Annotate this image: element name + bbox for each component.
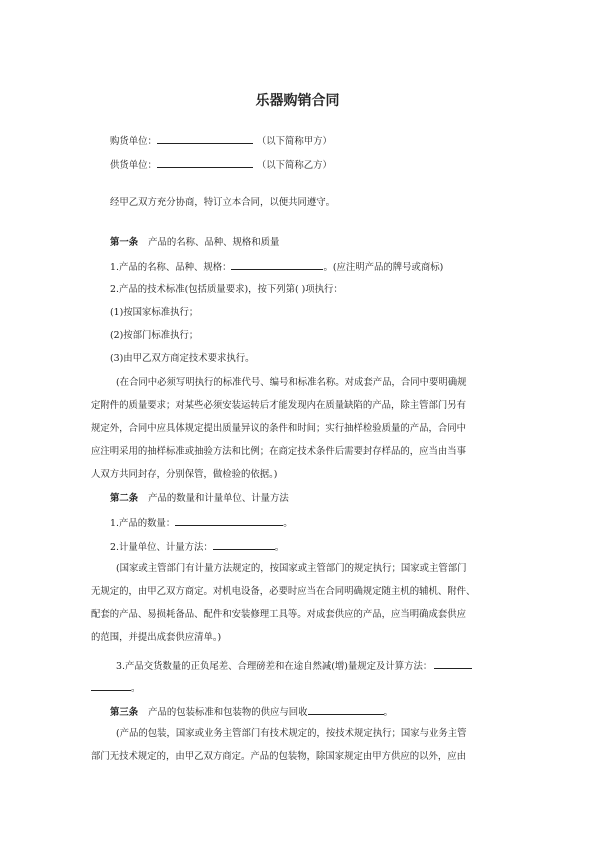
seller-label: 供货单位： [110, 160, 157, 171]
article1-option2: (2)按部门标准执行； [110, 330, 199, 341]
period: 。 [274, 542, 285, 553]
seller-blank[interactable] [157, 157, 253, 168]
article2-number: 第二条 [110, 493, 139, 504]
article1-note-line: 定附件的质量要求；对某些必须安装运转后才能发现内在质量缺陷的产品，除主管部门另有 [91, 400, 467, 411]
article1-item2: 2.产品的技术标准(包括质量要求)，按下列第( )项执行： [110, 284, 343, 295]
article2-note-line: 配套的产品、易损耗备品、配件和安装修理工具等。对成套供应的产品，应当明确成套供应 [91, 609, 467, 620]
article1-heading-line [110, 236, 279, 250]
product-name-blank[interactable] [231, 259, 323, 270]
article1-option3: (3)由甲乙双方商定技术要求执行。 [110, 353, 255, 364]
article1-number: 第一条 [110, 237, 139, 248]
article2-title: 产品的数量和计量单位、计量方法 [148, 493, 289, 504]
article2-note-line: 无规定的，由甲乙双方商定。对机电设备，必要时应当在合同明确规定随主机的辅机、附件、 [91, 586, 476, 597]
buyer-label: 购货单位： [110, 136, 157, 147]
article2-item2 [110, 539, 284, 555]
article3-number: 第三条 [110, 707, 139, 718]
article1-note-line: (在合同中必须写明执行的标准代号、编号和标准名称。对成套产品，合同中要明确规 [116, 377, 467, 388]
article3-title: 产品的包装标准和包装物的供应与回收 [148, 707, 308, 718]
buyer-blank[interactable] [157, 133, 253, 144]
article3-note-line: 部门无技术规定的，由甲乙双方商定。产品的包装物，除国家规定由甲方供应的以外，应由 [91, 751, 467, 762]
article2-item1-label: 1.产品的数量： [110, 518, 176, 529]
article2-item3-cont [91, 680, 140, 696]
measure-method-blank[interactable] [213, 539, 275, 550]
tolerance-blank-a[interactable] [434, 658, 472, 669]
seller-line [110, 157, 332, 173]
article2-note-line: 的范围，并提出成套供应清单。) [91, 632, 222, 643]
period: 。 [383, 707, 393, 718]
document-title: 乐器购销合同 [255, 93, 340, 109]
buyer-line [110, 133, 332, 149]
tolerance-blank-b[interactable] [91, 680, 131, 691]
article1-title: 产品的名称、品种、规格和质量 [148, 237, 280, 248]
article1-note-line: 应注明采用的抽样标准或抽验方法和比例；在商定技术条件后需要封存样品的，应当由当事 [91, 446, 467, 457]
article1-item1 [110, 259, 443, 275]
period: 。 [131, 683, 141, 694]
article1-option1: (1)按国家标准执行； [110, 307, 199, 318]
packaging-blank[interactable] [308, 704, 384, 715]
quantity-blank[interactable] [175, 515, 283, 526]
article1-item1-note: 。(应注明产品的牌号或商标) [323, 262, 444, 273]
article3-heading-line [110, 704, 393, 720]
article1-note-line: 规定外，合同中应具体规定提出质量异议的条件和时间；实行抽样检验质量的产品，合同中 [91, 423, 467, 434]
article2-heading-line [110, 492, 289, 506]
period: 。 [283, 518, 293, 529]
buyer-note: （以下简称甲方） [256, 136, 332, 147]
article2-item1 [110, 515, 293, 531]
article2-item3-label: 3.产品交货数量的正负尾差、合理磅差和在途自然减(增)量规定及计算方法： [116, 661, 433, 672]
seller-note: （以下简称乙方） [256, 160, 332, 171]
article1-item1-label: 1.产品的名称、品种、规格： [110, 262, 232, 273]
article2-item3 [116, 658, 472, 674]
article2-note-line: (国家或主管部门有计量方法规定的，按国家或主管部门的规定执行；国家或主管部门 [116, 563, 467, 574]
article1-note-line: 人双方共同封存，分别保管，做检验的依据。) [91, 469, 278, 480]
article3-note-line: (产品的包装，国家或业务主管部门有技术规定的，按技术规定执行；国家与业务主管 [116, 728, 467, 739]
intro-paragraph: 经甲乙双方充分协商，特订立本合同，以便共同遵守。 [110, 197, 336, 208]
article2-item2-label: 2.计量单位、计量方法： [110, 542, 213, 553]
